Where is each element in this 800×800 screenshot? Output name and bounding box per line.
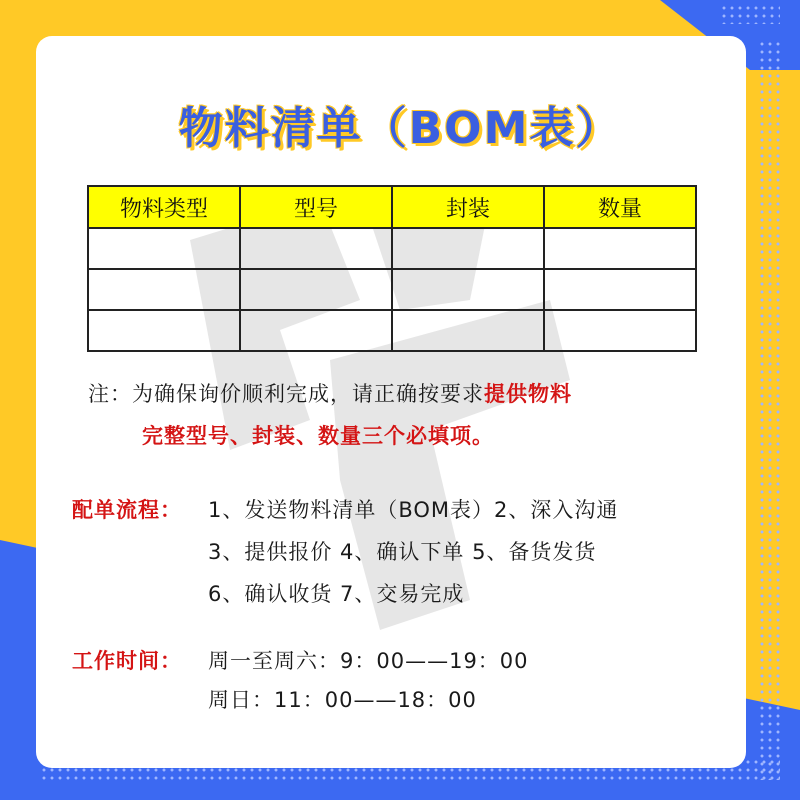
table-cell bbox=[392, 228, 544, 269]
hours-line-1: 周一至周六：9：00——19：00 bbox=[208, 649, 529, 673]
table-cell bbox=[88, 228, 240, 269]
header-package: 封装 bbox=[392, 186, 544, 228]
header-quantity: 数量 bbox=[544, 186, 696, 228]
table-cell bbox=[392, 269, 544, 310]
header-model: 型号 bbox=[240, 186, 392, 228]
table-cell bbox=[88, 310, 240, 351]
header-material-type: 物料类型 bbox=[88, 186, 240, 228]
hours-line-2: 周日：11：00——18：00 bbox=[208, 688, 477, 712]
hours-label: 工作时间： bbox=[72, 649, 182, 673]
table-cell bbox=[240, 269, 392, 310]
table-cell bbox=[544, 269, 696, 310]
process-label: 配单流程： bbox=[72, 498, 182, 522]
note-highlight-2: 完整型号、封装、数量三个必填项。 bbox=[142, 424, 494, 448]
table-row bbox=[88, 269, 696, 310]
note-highlight-1: 提供物料 bbox=[484, 382, 572, 406]
table-cell bbox=[544, 228, 696, 269]
dot-pattern-top bbox=[720, 4, 780, 24]
bom-table bbox=[87, 185, 697, 352]
process-line-2: 3、提供报价 4、确认下单 5、备货发货 bbox=[208, 540, 597, 564]
process-line-1: 1、发送物料清单（BOM表）2、深入沟通 bbox=[208, 498, 619, 522]
note-prefix: 注：为确保询价顺利完成，请正确按要求 bbox=[88, 382, 484, 406]
table-row bbox=[88, 310, 696, 351]
note-line-1 bbox=[88, 378, 572, 408]
table-cell bbox=[544, 310, 696, 351]
table-cell bbox=[240, 310, 392, 351]
table-cell bbox=[392, 310, 544, 351]
page-title: 物料清单（BOM表） bbox=[178, 103, 622, 154]
table-header-row bbox=[88, 186, 696, 228]
table-cell bbox=[88, 269, 240, 310]
process-line-3: 6、确认收货 7、交易完成 bbox=[208, 582, 465, 606]
table-cell bbox=[240, 228, 392, 269]
table-row bbox=[88, 228, 696, 269]
